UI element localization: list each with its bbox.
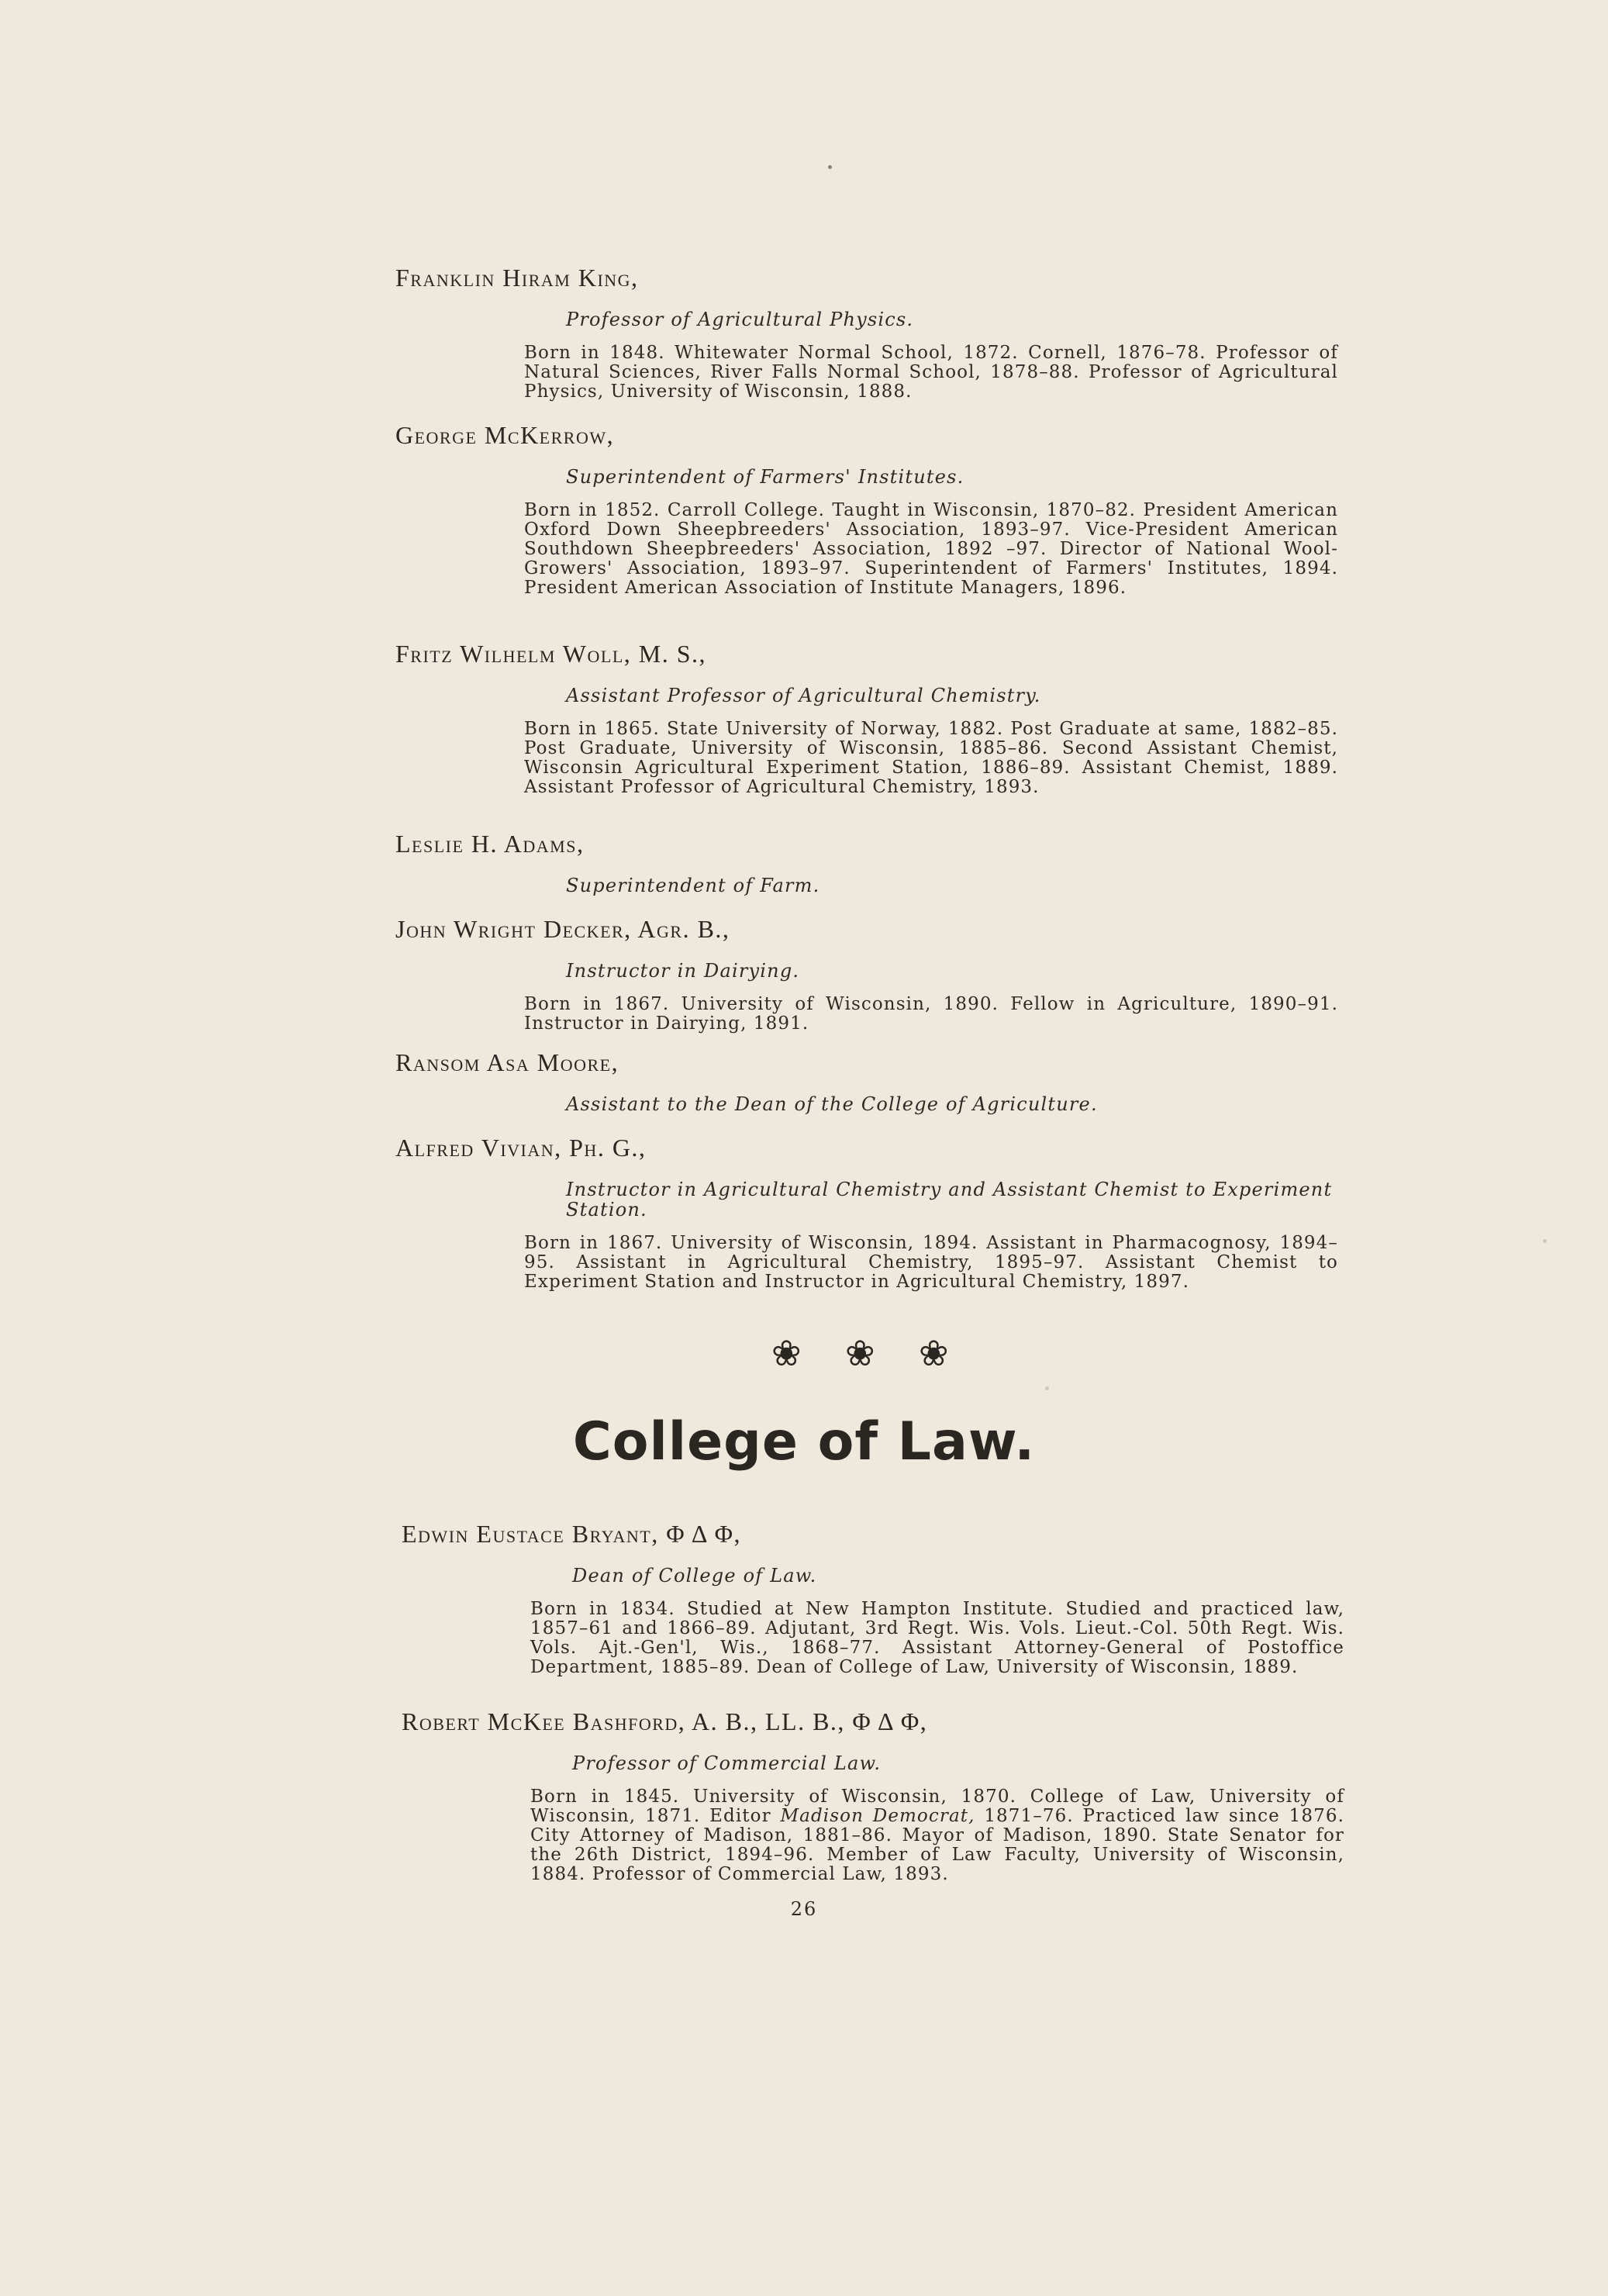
faculty-entry-woll — [395, 640, 1338, 797]
paper-speck — [828, 165, 832, 169]
faculty-title: Instructor in Dairying. — [566, 960, 800, 982]
flower-ornament-icon: ❀ — [845, 1332, 875, 1374]
faculty-bio: Born in 1852. Carroll College. Taught in Wisconsin, 1870–82. President American Oxford Down Sheepbreeders' Association, 1893–97. Vice-President American Southdown Sheepbreeders' Association, 1892 –97. Director of National Wool-Growers' Association, 1893–97. Superintendent of Farmers' Institutes, 1894. President American Association of Institute Managers, 1896. — [524, 500, 1338, 598]
page-number: 26 — [790, 1898, 818, 1920]
paper-speck — [1543, 1239, 1547, 1243]
faculty-entry-mckerrow — [395, 421, 1338, 598]
flower-ornament-icon: ❀ — [771, 1332, 802, 1374]
faculty-name: Alfred Vivian, Ph. G., — [395, 1134, 647, 1162]
faculty-title: Instructor in Agricultural Chemistry and Assistant Chemist to Experiment Station. — [566, 1179, 1333, 1221]
faculty-name: John Wright Decker, Agr. B., — [395, 915, 730, 943]
paper-speck — [1045, 1386, 1049, 1390]
faculty-name: Franklin Hiram King, — [395, 264, 639, 292]
faculty-bio: Born in 1867. University of Wisconsin, 1890. Fellow in Agriculture, 1890–91. Instructor in Dairying, 1891. — [524, 994, 1338, 1034]
faculty-title: Professor of Commercial Law. — [572, 1752, 882, 1774]
bio-text: 1871–76. Practiced law since 1876. City Attorney of Madison, 1881–86. Mayor of Madison, 1890. State Senator for the 26th District, 1894–96. Member of Law Faculty, University of Wisconsin, 1884. Professor of Commercial Law, 1893. — [530, 1806, 1345, 1884]
faculty-bio: Born in 1865. State University of Norway, 1882. Post Graduate at same, 1882–85. Post Graduate, University of Wisconsin, 1885–86. Second Assistant Chemist, Wisconsin Agricultural Experiment Station, 1886–89. Assistant Chemist, 1889. Assistant Professor of Agricultural Chemistry, 1893. — [524, 719, 1338, 797]
faculty-title: Assistant to the Dean of the College of Agriculture. — [566, 1093, 1098, 1115]
faculty-title: Professor of Agricultural Physics. — [566, 309, 914, 330]
faculty-entry-adams — [395, 830, 1334, 896]
newspaper-title: Madison Democrat, — [780, 1806, 975, 1826]
floral-ornament — [771, 1332, 973, 1379]
faculty-entry-king — [395, 264, 1338, 402]
faculty-name: Ransom Asa Moore, — [395, 1048, 619, 1076]
faculty-name: Leslie H. Adams, — [395, 830, 585, 858]
faculty-name: Edwin Eustace Bryant, Φ Δ Φ, — [402, 1520, 742, 1548]
faculty-entry-bryant — [402, 1520, 1344, 1677]
faculty-bio: Born in 1848. Whitewater Normal School, 1872. Cornell, 1876–78. Professor of Natural Sciences, River Falls Normal School, 1878–88. Professor of Agricultural Physics, University of Wisconsin, 1888. — [524, 343, 1338, 402]
faculty-title: Dean of College of Law. — [572, 1565, 817, 1586]
faculty-title: Superintendent of Farm. — [566, 875, 820, 896]
faculty-entry-bashford — [402, 1707, 1345, 1884]
faculty-entry-moore — [395, 1048, 1334, 1114]
section-heading: College of Law. — [572, 1411, 1036, 1473]
bio-text: Born in 1845. University of Wisconsin, 1870. College of Law, University of Wisconsin, 1871. Editor — [530, 1787, 1344, 1826]
faculty-bio — [530, 1787, 1344, 1884]
faculty-title: Superintendent of Farmers' Institutes. — [566, 466, 964, 488]
faculty-entry-vivian — [395, 1134, 1338, 1292]
faculty-bio: Born in 1867. University of Wisconsin, 1894. Assistant in Pharmacognosy, 1894–95. Assistant in Agricultural Chemistry, 1895–97. Assistant Chemist to Experiment Station and Instructor in Agricultural Chemistry, 1897. — [524, 1233, 1338, 1292]
faculty-name: Fritz Wilhelm Woll, M. S., — [395, 640, 707, 668]
faculty-title: Assistant Professor of Agricultural Chemistry. — [566, 685, 1041, 706]
faculty-name: George McKerrow, — [395, 421, 615, 449]
faculty-bio: Born in 1834. Studied at New Hampton Institute. Studied and practiced law, 1857–61 and 1866–89. Adjutant, 3rd Regt. Wis. Vols. Lieut.-Col. 50th Regt. Wis. Vols. Ajt.-Gen'l, Wis., 1868–77. Assistant Attorney-General of Postoffice Department, 1885–89. Dean of College of Law, University of Wisconsin, 1889. — [530, 1599, 1344, 1677]
flower-ornament-icon: ❀ — [919, 1332, 949, 1374]
faculty-name: Robert McKee Bashford, A. B., LL. B., Φ Δ Φ, — [402, 1707, 928, 1735]
faculty-entry-decker — [395, 915, 1338, 1034]
